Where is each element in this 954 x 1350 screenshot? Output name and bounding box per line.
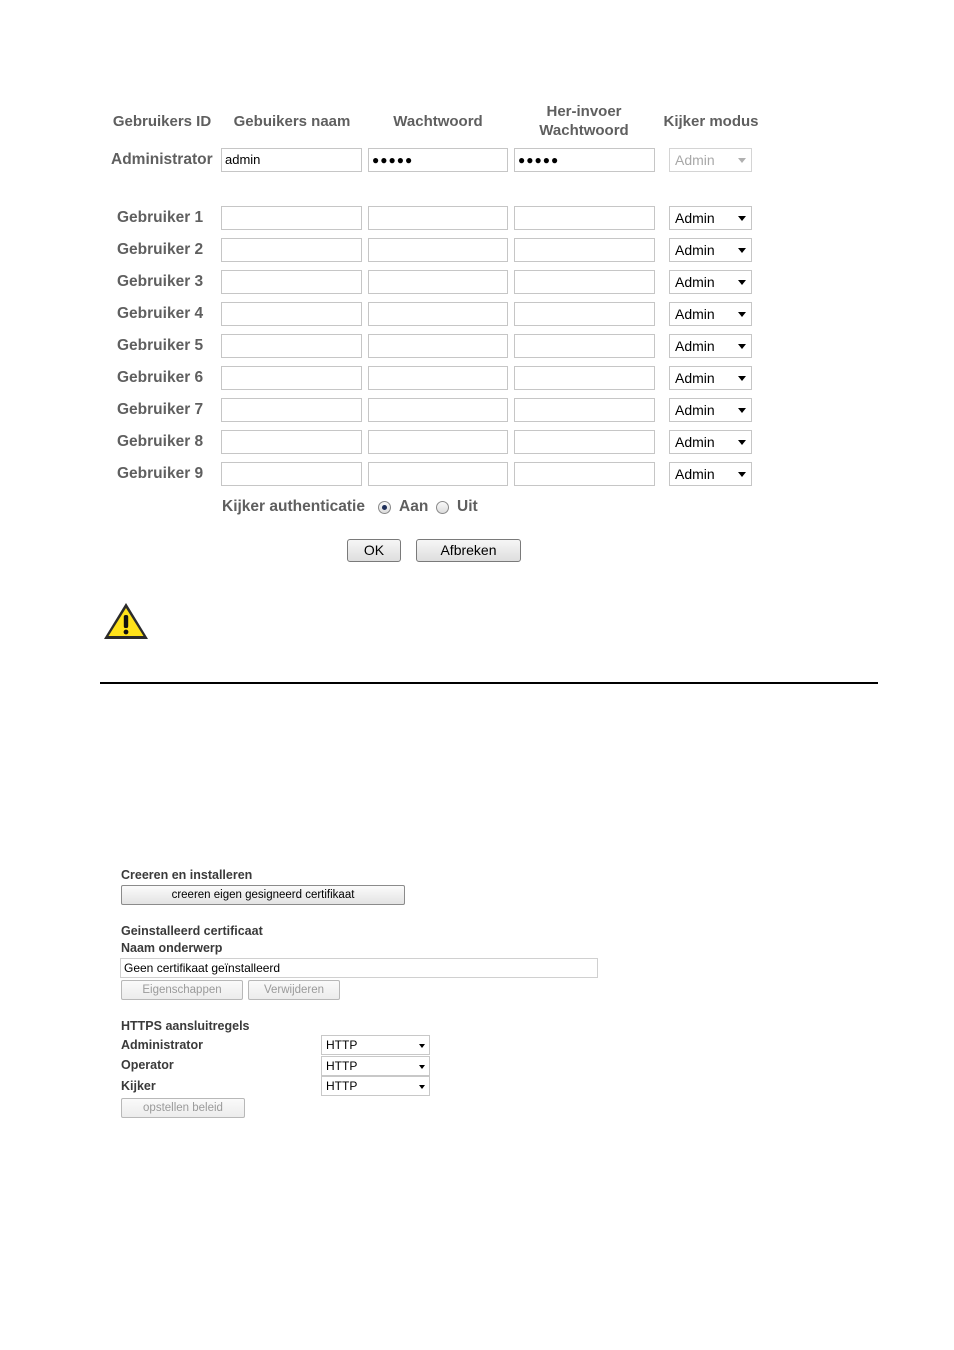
user-5-mode-select[interactable] (669, 334, 752, 358)
chevron-down-icon (738, 248, 746, 253)
chevron-down-icon (738, 158, 746, 163)
user-4-name-input[interactable] (221, 302, 362, 326)
user-1-mode-value: Admin (675, 210, 715, 226)
admin-viewer-mode-select (669, 148, 752, 172)
user-8-name-input[interactable] (221, 430, 362, 454)
https-rules-heading: HTTPS aansluitregels (121, 1019, 250, 1033)
chevron-down-icon (738, 408, 746, 413)
row-label-administrator: Administrator (111, 151, 213, 168)
user-7-mode-value: Admin (675, 402, 715, 418)
rule-label-administrator: Administrator (121, 1038, 203, 1052)
subject-name-label: Naam onderwerp (121, 941, 223, 955)
header-reenter-line1: Her-invoer (546, 103, 622, 120)
user-5-reenter-input[interactable] (514, 334, 655, 358)
header-password: Wachtwoord (393, 113, 483, 130)
user-1-name-input[interactable] (221, 206, 362, 230)
section-divider (100, 682, 878, 684)
chevron-down-icon (419, 1044, 425, 1048)
admin-reenter-password-input[interactable]: ●●●●● (514, 148, 655, 172)
administrator-protocol-select[interactable] (321, 1035, 430, 1055)
user-7-mode-select[interactable] (669, 398, 752, 422)
remove-button[interactable]: Verwijderen (248, 980, 340, 1000)
user-4-mode-select[interactable] (669, 302, 752, 326)
chevron-down-icon (419, 1065, 425, 1069)
row-label-user-6: Gebruiker 6 (117, 369, 204, 386)
user-9-password-input[interactable] (368, 462, 508, 486)
operator-protocol-value: HTTP (326, 1059, 358, 1073)
installed-certificate-heading: Geinstalleerd certificaat (121, 924, 263, 938)
rule-label-operator: Operator (121, 1058, 174, 1072)
cancel-button[interactable]: Afbreken (416, 539, 521, 562)
admin-username-input[interactable]: admin (221, 148, 362, 172)
user-1-mode-select[interactable] (669, 206, 752, 230)
user-6-mode-select[interactable] (669, 366, 752, 390)
user-4-mode-value: Admin (675, 306, 715, 322)
header-user-id: Gebruikers ID (112, 113, 212, 130)
viewer-protocol-value: HTTP (326, 1079, 358, 1093)
row-label-user-3: Gebruiker 3 (117, 273, 204, 290)
viewer-auth-label: Kijker authenticatie (222, 498, 365, 515)
viewer-auth-on-radio[interactable] (378, 501, 391, 514)
user-6-mode-value: Admin (675, 370, 715, 386)
user-3-name-input[interactable] (221, 270, 362, 294)
user-8-password-input[interactable] (368, 430, 508, 454)
user-8-mode-select[interactable] (669, 430, 752, 454)
user-6-password-input[interactable] (368, 366, 508, 390)
row-label-user-5: Gebruiker 5 (117, 337, 204, 354)
user-7-password-input[interactable] (368, 398, 508, 422)
viewer-auth-off-radio[interactable] (436, 501, 449, 514)
user-8-reenter-input[interactable] (514, 430, 655, 454)
create-self-signed-certificate-button[interactable]: creeren eigen gesigneerd certifikaat (121, 885, 405, 905)
user-2-mode-value: Admin (675, 242, 715, 258)
header-reenter-line2: Wachtwoord (539, 122, 629, 139)
chevron-down-icon (419, 1085, 425, 1089)
user-4-reenter-input[interactable] (514, 302, 655, 326)
user-9-reenter-input[interactable] (514, 462, 655, 486)
user-6-reenter-input[interactable] (514, 366, 655, 390)
set-policy-button[interactable]: opstellen beleid (121, 1098, 245, 1118)
user-2-password-input[interactable] (368, 238, 508, 262)
user-2-name-input[interactable] (221, 238, 362, 262)
chevron-down-icon (738, 216, 746, 221)
user-3-mode-select[interactable] (669, 270, 752, 294)
user-5-mode-value: Admin (675, 338, 715, 354)
user-1-password-input[interactable] (368, 206, 508, 230)
row-label-user-8: Gebruiker 8 (117, 433, 204, 450)
user-4-password-input[interactable] (368, 302, 508, 326)
chevron-down-icon (738, 344, 746, 349)
row-label-user-7: Gebruiker 7 (117, 401, 204, 418)
user-1-reenter-input[interactable] (514, 206, 655, 230)
chevron-down-icon (738, 376, 746, 381)
row-label-user-1: Gebruiker 1 (117, 209, 204, 226)
administrator-protocol-value: HTTP (326, 1038, 358, 1052)
chevron-down-icon (738, 280, 746, 285)
warning-triangle-icon (102, 601, 150, 641)
user-3-reenter-input[interactable] (514, 270, 655, 294)
row-label-user-4: Gebruiker 4 (117, 305, 204, 322)
ok-button[interactable]: OK (347, 539, 401, 562)
chevron-down-icon (738, 312, 746, 317)
user-2-mode-select[interactable] (669, 238, 752, 262)
user-9-name-input[interactable] (221, 462, 362, 486)
user-7-reenter-input[interactable] (514, 398, 655, 422)
admin-viewer-mode-value: Admin (675, 152, 715, 168)
user-5-password-input[interactable] (368, 334, 508, 358)
viewer-auth-off-label: Uit (457, 498, 478, 515)
user-3-password-input[interactable] (368, 270, 508, 294)
admin-password-input[interactable]: ●●●●● (368, 148, 508, 172)
user-9-mode-value: Admin (675, 466, 715, 482)
user-8-mode-value: Admin (675, 434, 715, 450)
properties-button[interactable]: Eigenschappen (121, 980, 243, 1000)
chevron-down-icon (738, 440, 746, 445)
viewer-protocol-select[interactable] (321, 1076, 430, 1096)
user-3-mode-value: Admin (675, 274, 715, 290)
chevron-down-icon (738, 472, 746, 477)
header-user-name: Gebuikers naam (233, 113, 351, 130)
user-6-name-input[interactable] (221, 366, 362, 390)
user-7-name-input[interactable] (221, 398, 362, 422)
header-reenter-password (514, 102, 654, 140)
row-label-user-2: Gebruiker 2 (117, 241, 204, 258)
user-5-name-input[interactable] (221, 334, 362, 358)
subject-name-field: Geen certifikaat geïnstalleerd (120, 958, 598, 978)
user-9-mode-select[interactable] (669, 462, 752, 486)
user-2-reenter-input[interactable] (514, 238, 655, 262)
viewer-auth-on-label: Aan (399, 498, 429, 515)
create-install-heading: Creeren en installeren (121, 868, 253, 882)
row-label-user-9: Gebruiker 9 (117, 465, 204, 482)
rule-label-viewer: Kijker (121, 1079, 156, 1093)
operator-protocol-select[interactable] (321, 1056, 430, 1076)
header-viewer-mode: Kijker modus (663, 113, 759, 130)
